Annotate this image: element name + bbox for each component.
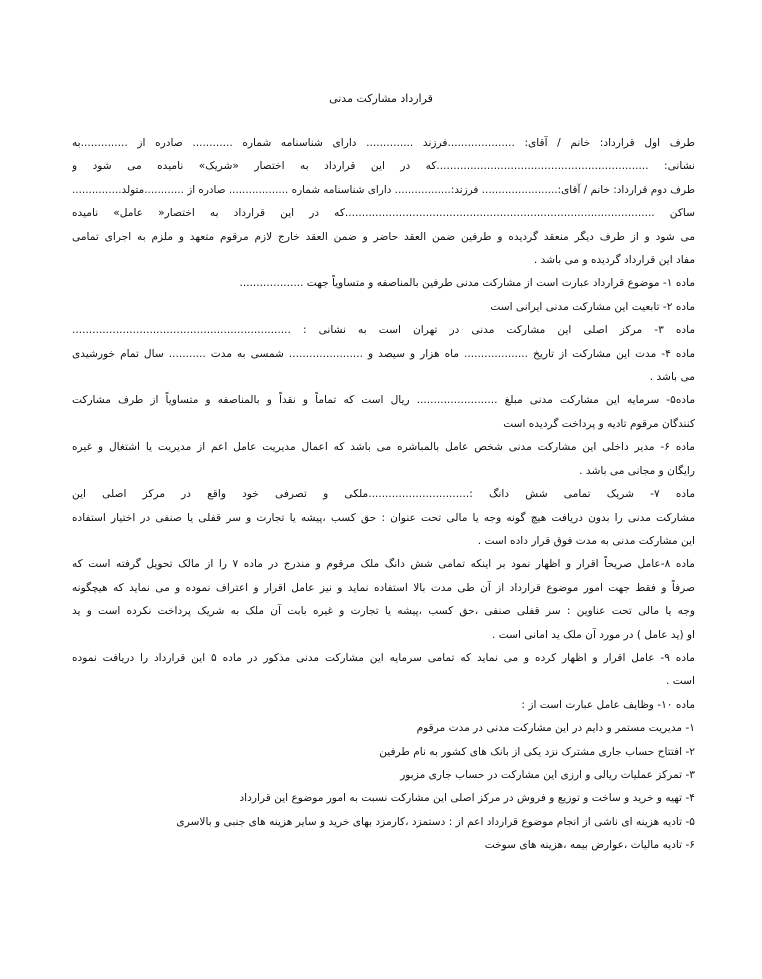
- document-line: نشانی: ...............................................................که در این قرارداد به اختصار «شریک» نامیده می شود و: [72, 160, 695, 173]
- document-line: ساکن ............................................................................................که در این قرارداد به اختصار« عامل» نامیده: [72, 207, 695, 220]
- document-line: ۳- تمرکز عملیات ریالی و ارزی این مشارکت در حساب جاری مزبور: [400, 768, 695, 781]
- document-line: وجه یا مالی تحت عناوین : سر قفلی صنفی ،حق کسب ،پیشه یا تجارت و غیره بابت آن ملک به شریک پرداخت نکرده است و ید: [72, 605, 695, 618]
- document-line: ۲- افتتاح حساب جاری مشترک نزد یکی از بانک های کشور به نام طرفین: [379, 745, 695, 758]
- document-line: ماده ۸-عامل صریحاً اقرار و اظهار نمود بر اینکه تمامی شش دانگ ملک مرقوم و مندرج در ماده ۷ را از مالک تحویل گرفته است که: [72, 558, 695, 571]
- document-line: او (ید عامل ) در مورد آن ملک ید امانی است .: [491, 628, 695, 641]
- document-line: ماده۵- سرمایه این مشارکت مدنی مبلغ ........................ ریال است که تماماً و نقداً و بالمناصفه و متساویاً از طرف مشارکت: [72, 394, 695, 407]
- document-line: این مشارکت مدنی به مدت فوق قرار داده است .: [477, 534, 695, 547]
- document-line: ماده ۲- تابعیت این مشارکت مدنی ایرانی است: [490, 300, 695, 313]
- document-line: ماده ۷- شریک تمامی شش دانگ :..............................ملکی و تصرفی خود واقع در مرکز اصلی این: [72, 488, 695, 501]
- document-line: است .: [666, 675, 695, 688]
- document-line: می شود و از طرف دیگر منعقد گردیده و طرفین ضمن العقد حاضر و ضمن العقد خارج لازم مرقوم متعهد و ملزم به اجرای تمامی: [72, 230, 695, 243]
- document-line: ۴- تهیه و خرید و ساخت و توزیع و فروش در مرکز اصلی این مشارکت نسبت به امور موضوع این قرارداد: [239, 792, 695, 805]
- document-line: ماده ۱- موضوع قرارداد عبارت است از مشارکت مدنی طرفین بالمناصفه و متساویاً جهت ...................: [239, 277, 695, 290]
- document-title: قرارداد مشارکت مدنی: [329, 92, 433, 105]
- document-line: ماده ۶- مدیر داخلی این مشارکت مدنی شخص عامل بالمباشره می باشد که اعمال مدیریت عامل اعم از مدیریت یا اشتغال و غیره: [72, 441, 695, 454]
- document-line: صرفاً و فقط جهت امور موضوع قرارداد از آن طی مدت بالا استفاده نماید و نیز عامل اقرار و اعتراف نموده و می نماید که هیچگونه: [72, 581, 695, 594]
- document-line: می باشد .: [649, 371, 695, 384]
- document-line: ماده ۴- مدت این مشارکت از تاریخ ................... ماه هزار و سیصد و ...................... شمسی به مدت ........... سال تمام خورشیدی: [72, 347, 695, 360]
- document-line: ۶- تادیه مالیات ،عوارض بیمه ،هزینه های سوخت: [484, 839, 695, 852]
- document-line: رایگان و مجانی می باشد .: [579, 464, 695, 477]
- document-line: ۱- مدیریت مستمر و دایم در این مشارکت مدنی در مدت مرقوم: [416, 722, 695, 735]
- document-line: طرف اول قرارداد: خانم / آقای: ....................فرزند .............. دارای شناسنامه شماره ............ صادره از ..............به: [72, 137, 695, 149]
- document-line: مشارکت مدنی را بدون دریافت هیچ گونه وجه یا مالی تحت عنوان : حق کسب ،پیشه یا تجارت و سر قفلی یا صنفی در اختیار استفاده: [72, 511, 695, 524]
- document-body: [72, 132, 695, 858]
- document-line: ماده ۳- مرکز اصلی این مشارکت مدنی در تهران است به نشانی : .................................................................: [72, 324, 695, 337]
- document-line: کنندگان مرقوم تادیه و پرداخت گردیده است: [503, 417, 695, 430]
- document-line: مفاد این قرارداد گردیده و می باشد .: [533, 254, 695, 267]
- document-line: ماده ۱۰- وظایف عامل عبارت است از :: [521, 698, 695, 711]
- document-line: ۵- تادیه هزینه ای ناشی از انجام موضوع قرارداد اعم از : دستمزد ،کارمزد بهای خرید و سایر هزینه های جنبی و بالاسری: [176, 815, 695, 828]
- document-line: طرف دوم قرارداد: خانم / آقای:....................... فرزند:................. دارای شناسنامه شماره .................. صادره از ............متولد...............: [72, 183, 695, 196]
- document-line: ماده ۹- عامل اقرار و اظهار کرده و می نماید که تمامی سرمایه این مشارکت مدنی مذکور در ماده ۵ این قرارداد را دریافت نموده: [72, 651, 695, 664]
